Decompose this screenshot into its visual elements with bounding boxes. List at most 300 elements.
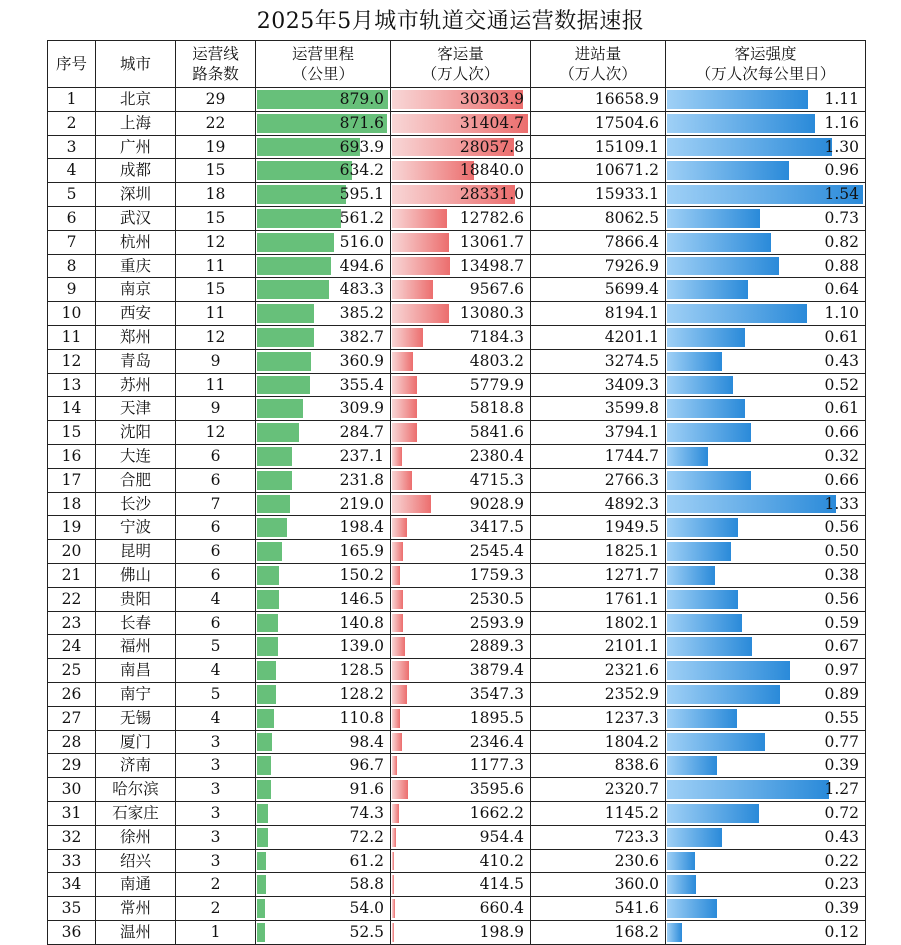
intensity-value: 1.33 (824, 494, 859, 513)
cell-entries (531, 444, 666, 468)
mileage-bar (257, 352, 311, 371)
intensity-value: 0.89 (824, 684, 859, 703)
intensity-value: 1.54 (824, 185, 859, 204)
cell-intensity (666, 778, 866, 802)
ridership-value: 5779.9 (469, 375, 524, 394)
mileage-value: 516.0 (339, 232, 384, 251)
mileage-value: 140.8 (339, 613, 384, 632)
intensity-bar (667, 780, 829, 799)
cell-mileage (256, 516, 391, 540)
table-row (48, 540, 866, 564)
ridership-value: 31404.7 (459, 113, 524, 132)
cell-ridership (391, 540, 531, 564)
mileage-value: 237.1 (339, 446, 384, 465)
ridership-value: 2545.4 (469, 542, 524, 561)
intensity-value: 0.72 (824, 803, 859, 822)
ridership-value: 2593.9 (469, 613, 524, 632)
cell-intensity (666, 492, 866, 516)
metro-data-table (47, 40, 866, 945)
cell-entries (531, 778, 666, 802)
cell-mileage (256, 706, 391, 730)
cell-ridership (391, 183, 531, 207)
table-row (48, 278, 866, 302)
intensity-value: 1.10 (824, 304, 859, 323)
cell-city: 南京 (96, 278, 176, 302)
cell-intensity (666, 397, 866, 421)
ridership-value: 4803.2 (469, 351, 524, 370)
ridership-value: 3879.4 (469, 661, 524, 680)
entries-value: 8062.5 (604, 208, 659, 227)
cell-entries (531, 278, 666, 302)
cell-city: 武汉 (96, 206, 176, 230)
intensity-bar (667, 685, 780, 704)
cell-lines: 4 (176, 587, 256, 611)
cell-mileage (256, 183, 391, 207)
cell-entries (531, 516, 666, 540)
table-row (48, 778, 866, 802)
intensity-bar (667, 542, 731, 561)
cell-lines: 2 (176, 873, 256, 897)
cell-mileage (256, 444, 391, 468)
ridership-bar (392, 257, 450, 276)
intensity-bar (667, 304, 807, 323)
mileage-bar (257, 756, 271, 775)
entries-value: 2352.9 (604, 684, 659, 703)
table-row (48, 492, 866, 516)
cell-index: 26 (48, 682, 96, 706)
ridership-bar (392, 804, 399, 823)
cell-intensity (666, 349, 866, 373)
cell-lines: 5 (176, 635, 256, 659)
mileage-bar (257, 875, 266, 894)
cell-intensity (666, 563, 866, 587)
entries-value: 1825.1 (604, 542, 659, 561)
ridership-value: 2346.4 (469, 732, 524, 751)
table-row (48, 135, 866, 159)
mileage-value: 150.2 (339, 565, 384, 584)
cell-intensity (666, 611, 866, 635)
cell-ridership (391, 397, 531, 421)
intensity-bar (667, 756, 717, 775)
cell-mileage (256, 254, 391, 278)
cell-entries (531, 254, 666, 278)
cell-entries (531, 682, 666, 706)
cell-lines: 19 (176, 135, 256, 159)
ridership-bar (392, 780, 408, 799)
cell-lines: 11 (176, 302, 256, 326)
mileage-value: 284.7 (339, 423, 384, 442)
cell-mileage (256, 897, 391, 921)
ridership-bar (392, 923, 394, 942)
mileage-bar (257, 923, 265, 942)
cell-ridership (391, 754, 531, 778)
cell-lines: 3 (176, 778, 256, 802)
cell-lines: 29 (176, 88, 256, 112)
cell-index: 24 (48, 635, 96, 659)
cell-city: 郑州 (96, 325, 176, 349)
mileage-value: 110.8 (339, 708, 384, 727)
entries-value: 5699.4 (604, 280, 659, 299)
entries-value: 2101.1 (604, 637, 659, 656)
entries-value: 7866.4 (604, 232, 659, 251)
table-row (48, 230, 866, 254)
cell-lines: 12 (176, 230, 256, 254)
cell-entries (531, 730, 666, 754)
cell-ridership (391, 302, 531, 326)
table-row (48, 706, 866, 730)
cell-index: 6 (48, 206, 96, 230)
cell-mileage (256, 730, 391, 754)
cell-intensity (666, 468, 866, 492)
intensity-value: 0.50 (824, 542, 859, 561)
cell-intensity (666, 183, 866, 207)
cell-intensity (666, 659, 866, 683)
intensity-bar (667, 399, 745, 418)
intensity-bar (667, 852, 695, 871)
table-row (48, 873, 866, 897)
table-header (48, 41, 866, 88)
mileage-value: 483.3 (339, 280, 384, 299)
intensity-bar (667, 447, 708, 466)
table-row (48, 516, 866, 540)
table-row (48, 611, 866, 635)
cell-intensity (666, 754, 866, 778)
cell-entries (531, 373, 666, 397)
mileage-bar (257, 518, 287, 537)
table-row (48, 825, 866, 849)
cell-lines: 6 (176, 611, 256, 635)
ridership-bar (392, 447, 402, 466)
entries-value: 4201.1 (604, 327, 659, 346)
cell-ridership (391, 635, 531, 659)
cell-intensity (666, 302, 866, 326)
header-entries: 进站量 （万人次） (531, 41, 666, 88)
intensity-bar (667, 637, 752, 656)
table-row (48, 849, 866, 873)
intensity-value: 0.43 (824, 351, 859, 370)
cell-intensity (666, 825, 866, 849)
ridership-value: 1177.3 (469, 756, 524, 775)
ridership-bar (392, 590, 403, 609)
intensity-value: 0.66 (824, 470, 859, 489)
intensity-bar (667, 566, 715, 585)
ridership-value: 30303.9 (459, 90, 524, 108)
cell-intensity (666, 706, 866, 730)
cell-mileage (256, 421, 391, 445)
cell-mileage (256, 325, 391, 349)
ridership-value: 12782.6 (459, 208, 524, 227)
ridership-bar (392, 518, 407, 537)
cell-index: 7 (48, 230, 96, 254)
cell-lines: 4 (176, 659, 256, 683)
cell-index: 31 (48, 801, 96, 825)
cell-mileage (256, 135, 391, 159)
table-row (48, 468, 866, 492)
intensity-bar (667, 709, 737, 728)
cell-mileage (256, 563, 391, 587)
mileage-value: 74.3 (349, 803, 384, 822)
mileage-value: 693.9 (339, 137, 384, 156)
cell-entries (531, 611, 666, 635)
cell-city: 哈尔滨 (96, 778, 176, 802)
mileage-bar (257, 899, 265, 918)
cell-lines: 6 (176, 444, 256, 468)
header-intensity: 客运强度 （万人次每公里日） (666, 41, 866, 88)
mileage-bar (257, 542, 282, 561)
cell-index: 21 (48, 563, 96, 587)
cell-city: 石家庄 (96, 801, 176, 825)
mileage-value: 139.0 (339, 637, 384, 656)
cell-index: 1 (48, 88, 96, 112)
cell-mileage (256, 206, 391, 230)
cell-mileage (256, 920, 391, 944)
cell-entries (531, 897, 666, 921)
cell-index: 11 (48, 325, 96, 349)
cell-mileage (256, 349, 391, 373)
cell-lines: 3 (176, 801, 256, 825)
entries-value: 3409.3 (604, 375, 659, 394)
ridership-bar (392, 209, 447, 228)
cell-entries (531, 706, 666, 730)
cell-lines: 15 (176, 206, 256, 230)
table-row (48, 302, 866, 326)
cell-city: 西安 (96, 302, 176, 326)
cell-intensity (666, 325, 866, 349)
cell-intensity (666, 920, 866, 944)
intensity-value: 0.73 (824, 208, 859, 227)
cell-city: 苏州 (96, 373, 176, 397)
mileage-bar (257, 161, 352, 180)
ridership-value: 3547.3 (469, 684, 524, 703)
cell-index: 22 (48, 587, 96, 611)
cell-ridership (391, 801, 531, 825)
cell-intensity (666, 849, 866, 873)
cell-city: 温州 (96, 920, 176, 944)
ridership-value: 198.9 (479, 922, 524, 941)
table-row (48, 206, 866, 230)
cell-ridership (391, 563, 531, 587)
intensity-value: 0.64 (824, 280, 859, 299)
cell-lines: 6 (176, 563, 256, 587)
cell-entries (531, 873, 666, 897)
mileage-bar (257, 661, 276, 680)
cell-city: 福州 (96, 635, 176, 659)
cell-city: 厦门 (96, 730, 176, 754)
cell-ridership (391, 706, 531, 730)
cell-intensity (666, 88, 866, 112)
cell-lines: 12 (176, 421, 256, 445)
entries-value: 15933.1 (594, 185, 659, 204)
cell-city: 昆明 (96, 540, 176, 564)
cell-lines: 12 (176, 325, 256, 349)
cell-city: 成都 (96, 159, 176, 183)
intensity-value: 0.67 (824, 637, 859, 656)
ridership-bar (392, 495, 431, 514)
intensity-bar (667, 875, 696, 894)
cell-lines: 9 (176, 349, 256, 373)
cell-intensity (666, 230, 866, 254)
cell-mileage (256, 468, 391, 492)
cell-mileage (256, 540, 391, 564)
cell-intensity (666, 897, 866, 921)
mileage-value: 879.0 (339, 90, 384, 108)
cell-lines: 18 (176, 183, 256, 207)
cell-city: 长春 (96, 611, 176, 635)
ridership-bar (392, 471, 412, 490)
cell-index: 14 (48, 397, 96, 421)
ridership-bar (392, 852, 394, 871)
ridership-bar (392, 709, 400, 728)
entries-value: 10671.2 (594, 161, 659, 180)
cell-ridership (391, 587, 531, 611)
entries-value: 1949.5 (604, 518, 659, 537)
mileage-bar (257, 471, 292, 490)
cell-index: 34 (48, 873, 96, 897)
ridership-bar (392, 376, 417, 395)
cell-mileage (256, 302, 391, 326)
mileage-bar (257, 328, 314, 347)
cell-mileage (256, 397, 391, 421)
ridership-value: 7184.3 (469, 327, 524, 346)
intensity-bar (667, 280, 748, 299)
cell-intensity (666, 278, 866, 302)
ridership-value: 13080.3 (459, 304, 524, 323)
cell-lines: 15 (176, 159, 256, 183)
ridership-value: 13498.7 (459, 256, 524, 275)
intensity-bar (667, 423, 751, 442)
intensity-value: 0.56 (824, 589, 859, 608)
cell-ridership (391, 278, 531, 302)
intensity-value: 0.56 (824, 518, 859, 537)
cell-lines: 6 (176, 468, 256, 492)
mileage-bar (257, 233, 334, 252)
cell-lines: 7 (176, 492, 256, 516)
entries-value: 16658.9 (594, 90, 659, 108)
table-row (48, 897, 866, 921)
cell-entries (531, 659, 666, 683)
cell-ridership (391, 516, 531, 540)
cell-index: 23 (48, 611, 96, 635)
table-row (48, 349, 866, 373)
cell-entries (531, 302, 666, 326)
cell-ridership (391, 873, 531, 897)
cell-entries (531, 111, 666, 135)
cell-index: 10 (48, 302, 96, 326)
cell-ridership (391, 778, 531, 802)
table-row (48, 754, 866, 778)
cell-entries (531, 540, 666, 564)
cell-index: 25 (48, 659, 96, 683)
table-row (48, 183, 866, 207)
ridership-value: 3417.5 (469, 518, 524, 537)
table-row (48, 563, 866, 587)
cell-index: 32 (48, 825, 96, 849)
intensity-value: 0.43 (824, 827, 859, 846)
intensity-bar (667, 328, 745, 347)
mileage-bar (257, 257, 331, 276)
cell-index: 27 (48, 706, 96, 730)
cell-intensity (666, 159, 866, 183)
entries-value: 1145.2 (604, 803, 659, 822)
entries-value: 7926.9 (604, 256, 659, 275)
entries-value: 168.2 (614, 922, 659, 941)
cell-ridership (391, 254, 531, 278)
cell-ridership (391, 373, 531, 397)
mileage-value: 494.6 (339, 256, 384, 275)
cell-lines: 11 (176, 254, 256, 278)
cell-city: 上海 (96, 111, 176, 135)
cell-lines: 3 (176, 825, 256, 849)
mileage-bar (257, 185, 346, 204)
cell-intensity (666, 206, 866, 230)
cell-city: 深圳 (96, 183, 176, 207)
entries-value: 838.6 (614, 756, 659, 775)
mileage-value: 146.5 (339, 589, 384, 608)
cell-ridership (391, 897, 531, 921)
cell-intensity (666, 111, 866, 135)
cell-index: 36 (48, 920, 96, 944)
mileage-value: 385.2 (339, 304, 384, 323)
mileage-value: 58.8 (349, 875, 384, 894)
intensity-bar (667, 209, 760, 228)
mileage-bar (257, 828, 268, 847)
cell-entries (531, 397, 666, 421)
cell-index: 28 (48, 730, 96, 754)
intensity-value: 0.88 (824, 256, 859, 275)
cell-lines: 15 (176, 278, 256, 302)
entries-value: 17504.6 (594, 113, 659, 132)
cell-lines: 5 (176, 682, 256, 706)
ridership-value: 28057.8 (459, 137, 524, 156)
cell-ridership (391, 920, 531, 944)
cell-mileage (256, 88, 391, 112)
ridership-bar (392, 661, 409, 680)
cell-intensity (666, 873, 866, 897)
mileage-value: 72.2 (349, 827, 384, 846)
entries-value: 541.6 (614, 899, 659, 918)
cell-city: 无锡 (96, 706, 176, 730)
cell-entries (531, 563, 666, 587)
cell-mileage (256, 278, 391, 302)
cell-entries (531, 801, 666, 825)
intensity-value: 1.27 (824, 780, 859, 799)
cell-entries (531, 349, 666, 373)
ridership-value: 9567.6 (469, 280, 524, 299)
mileage-value: 91.6 (349, 780, 384, 799)
mileage-bar (257, 399, 303, 418)
intensity-bar (667, 138, 832, 157)
header-lines: 运营线 路条数 (176, 41, 256, 88)
intensity-value: 0.32 (824, 446, 859, 465)
intensity-value: 1.16 (824, 113, 859, 132)
cell-index: 33 (48, 849, 96, 873)
entries-value: 3274.5 (604, 351, 659, 370)
cell-city: 佛山 (96, 563, 176, 587)
entries-value: 360.0 (614, 875, 659, 894)
cell-index: 12 (48, 349, 96, 373)
cell-city: 宁波 (96, 516, 176, 540)
intensity-value: 0.55 (824, 708, 859, 727)
cell-index: 17 (48, 468, 96, 492)
mileage-bar (257, 280, 329, 299)
intensity-value: 0.39 (824, 756, 859, 775)
cell-lines: 6 (176, 540, 256, 564)
ridership-value: 5818.8 (469, 399, 524, 418)
cell-city: 北京 (96, 88, 176, 112)
mileage-bar (257, 495, 290, 514)
cell-lines: 11 (176, 373, 256, 397)
cell-index: 29 (48, 754, 96, 778)
